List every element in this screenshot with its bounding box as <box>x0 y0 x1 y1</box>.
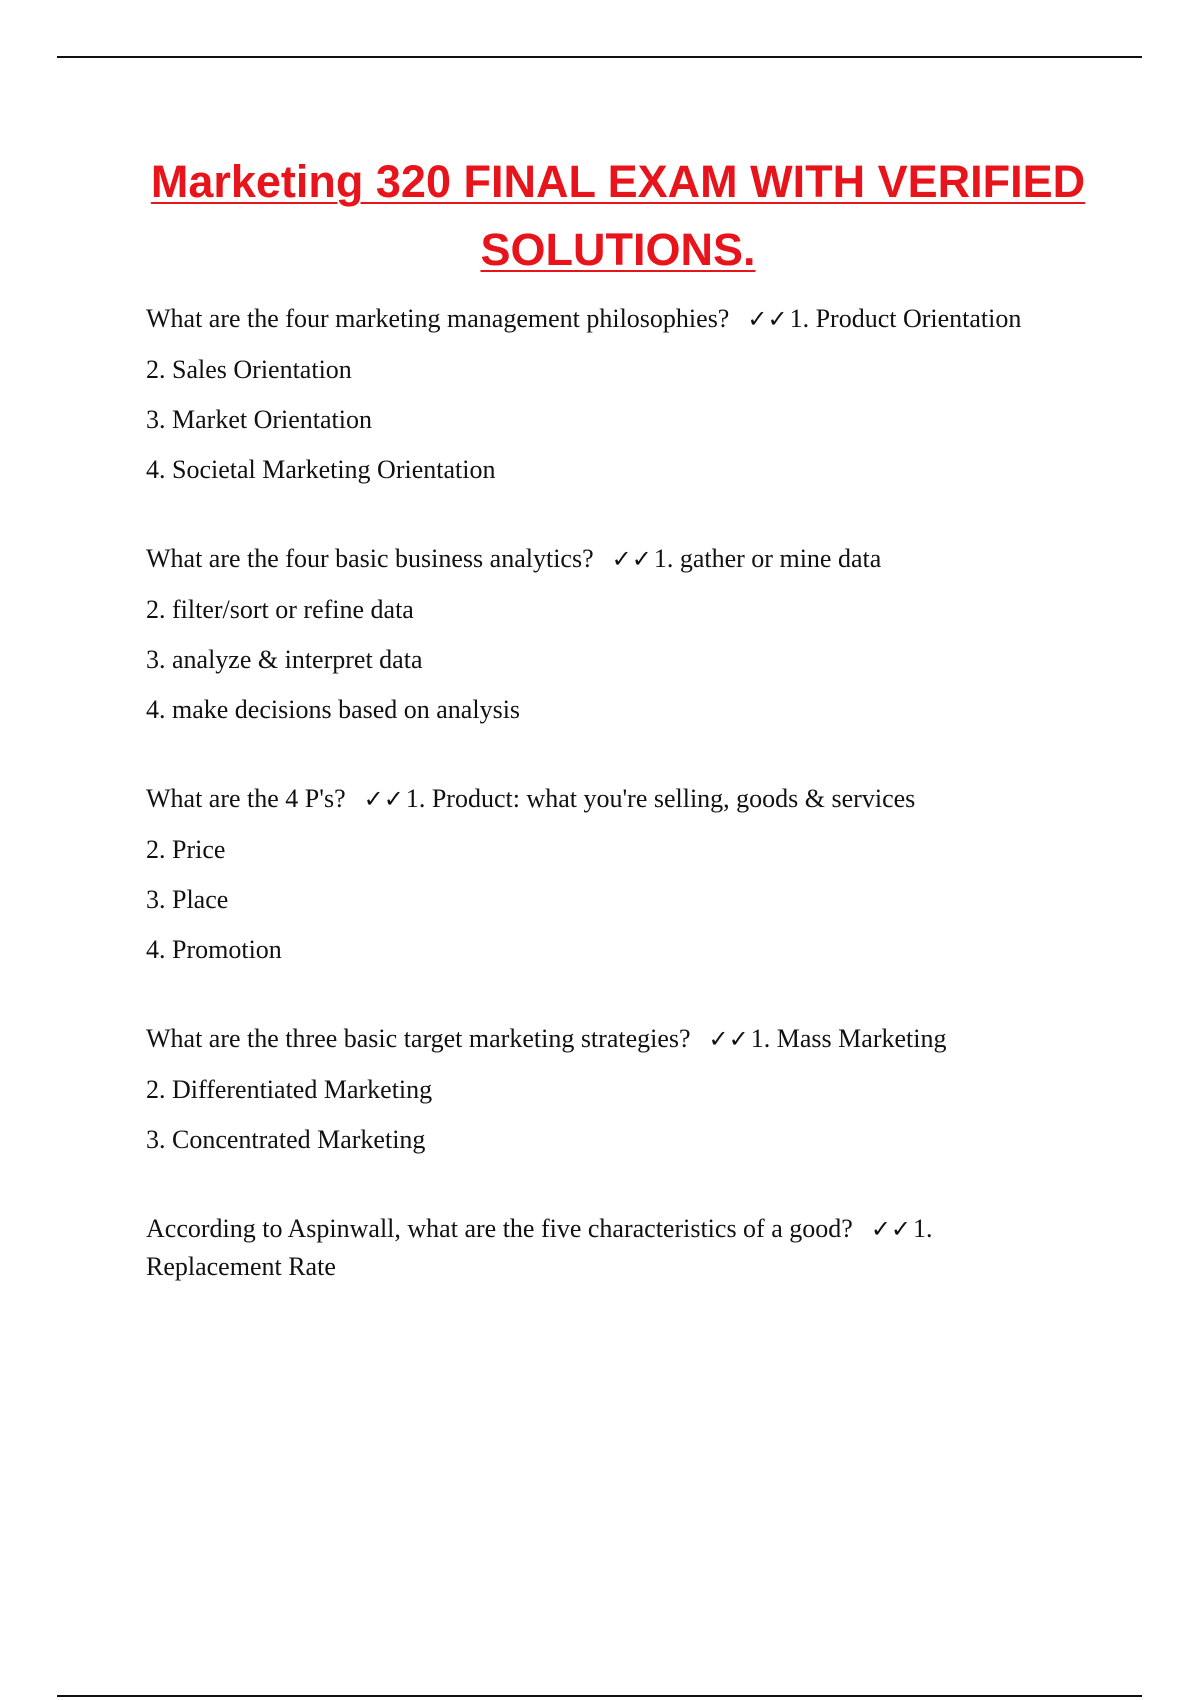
question-text: What are the three basic target marketing strategies? <box>146 1024 691 1053</box>
question-text: What are the four basic business analytics? <box>146 544 594 573</box>
title-line-1: Marketing 320 FINAL EXAM WITH VERIFIED <box>150 156 1086 207</box>
qa-item <box>146 1210 1026 1285</box>
double-check-icon: ✓✓ <box>708 1025 749 1053</box>
question-line <box>146 300 1026 338</box>
first-answer: 1. Replacement Rate <box>146 1214 933 1281</box>
answer-line: 4. Promotion <box>146 935 282 964</box>
qa-item <box>146 1020 1026 1158</box>
double-check-icon: ✓✓ <box>611 545 652 573</box>
question-line <box>146 780 1026 818</box>
answer-line: 2. Price <box>146 835 226 864</box>
answer-line: 4. Societal Marketing Orientation <box>146 455 496 484</box>
double-check-icon: ✓✓ <box>363 785 404 813</box>
question-line <box>146 1020 1026 1058</box>
question-text: What are the four marketing management philosophies? <box>146 304 730 333</box>
answer-line: 4. make decisions based on analysis <box>146 695 521 724</box>
page-title <box>120 148 1116 284</box>
first-answer: 1. Mass Marketing <box>750 1024 947 1053</box>
first-answer: 1. gather or mine data <box>653 544 882 573</box>
double-check-icon: ✓✓ <box>747 305 788 333</box>
answer-line: 3. analyze & interpret data <box>146 645 423 674</box>
answer-line: 3. Market Orientation <box>146 405 372 434</box>
qa-item <box>146 780 1026 968</box>
question-line <box>146 540 1026 578</box>
question-text: According to Aspinwall, what are the five characteristics of a good? <box>146 1214 853 1243</box>
qa-item <box>146 300 1026 488</box>
top-rule <box>57 56 1142 58</box>
bottom-rule <box>57 1695 1142 1697</box>
question-line <box>146 1210 1026 1285</box>
qa-list <box>146 300 1026 1298</box>
question-text: What are the 4 P's? <box>146 784 346 813</box>
title-line-2: SOLUTIONS. <box>480 224 756 275</box>
qa-item <box>146 540 1026 728</box>
answer-line: 2. filter/sort or refine data <box>146 595 414 624</box>
answer-line: 2. Sales Orientation <box>146 355 352 384</box>
double-check-icon: ✓✓ <box>870 1215 912 1243</box>
answer-line: 3. Place <box>146 885 229 914</box>
first-answer: 1. Product: what you're selling, goods & services <box>405 784 916 813</box>
answer-line: 2. Differentiated Marketing <box>146 1075 433 1104</box>
answer-line: 3. Concentrated Marketing <box>146 1125 426 1154</box>
first-answer: 1. Product Orientation <box>789 304 1022 333</box>
